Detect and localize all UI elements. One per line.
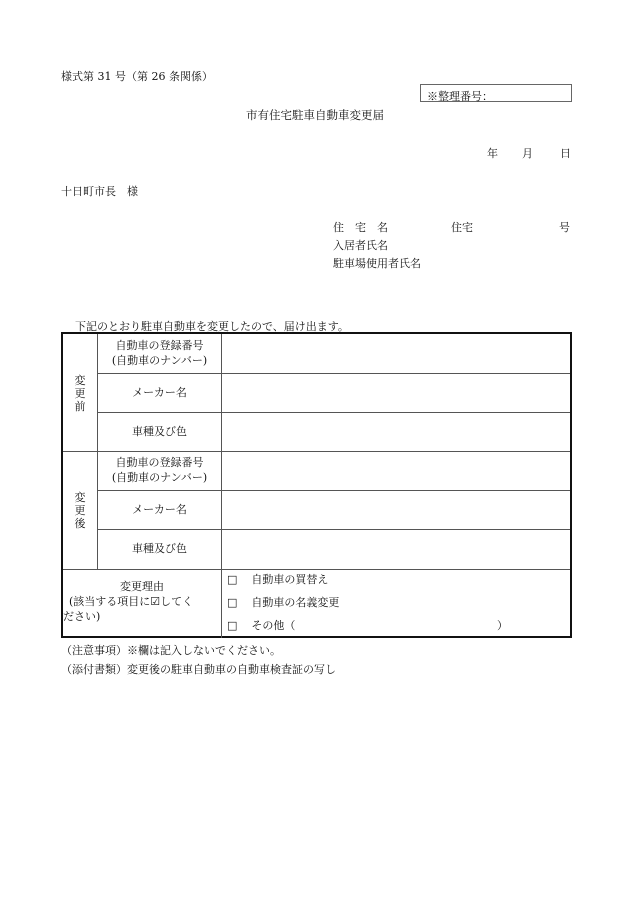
after-change-label: 変 更 後 <box>74 491 86 530</box>
reason-option-label: その他（ <box>251 619 296 632</box>
before-registration-number-field[interactable] <box>222 334 570 373</box>
reason-option-other[interactable] <box>227 617 295 633</box>
attachments-note: （添付書類）変更後の駐車自動車の自動車検査証の写し <box>61 663 336 676</box>
before-change-label: 変 更 前 <box>74 374 86 413</box>
after-registration-number-label: 自動車の登録番号 (自動車のナンバー) <box>111 456 208 484</box>
after-registration-number-field[interactable] <box>222 452 570 490</box>
before-type-color-label: 車種及び色 <box>132 425 187 438</box>
reason-option-label: 自動車の名義変更 <box>251 596 340 609</box>
after-type-color-field[interactable] <box>222 530 570 569</box>
intro-text: 下記のとおり駐車自動車を変更したので、届け出ます。 <box>75 320 349 333</box>
addressee: 十日町市長 様 <box>61 185 138 198</box>
reason-option-label: 自動車の買替え <box>251 573 329 586</box>
after-type-color-label: 車種及び色 <box>132 542 187 555</box>
before-type-color-field[interactable] <box>222 413 570 451</box>
reason-other-close-paren: ） <box>497 619 508 632</box>
reason-option-ownership-change[interactable] <box>227 594 339 610</box>
checkbox-icon[interactable]: □ <box>227 619 238 632</box>
date-day-label: 日 <box>560 147 571 160</box>
after-maker-field[interactable] <box>222 491 570 529</box>
before-maker-label: メーカー名 <box>132 386 187 399</box>
date-year-label: 年 <box>487 147 498 160</box>
reason-other-field[interactable] <box>299 615 493 631</box>
document-title: 市有住宅駐車自動車変更届 <box>246 108 384 122</box>
reference-number-box[interactable] <box>420 84 572 102</box>
date-month-label: 月 <box>522 147 533 160</box>
caution-note: （注意事項）※欄は記入しないでください。 <box>61 644 281 657</box>
housing-name-label: 住 宅 名 <box>333 221 388 234</box>
resident-name-label: 入居者氏名 <box>333 239 388 252</box>
checkbox-icon[interactable]: □ <box>227 573 238 586</box>
housing-suffix: 住宅 <box>451 221 473 234</box>
before-registration-number-label: 自動車の登録番号 (自動車のナンバー) <box>111 339 208 367</box>
parking-user-name-label: 駐車場使用者氏名 <box>333 257 421 270</box>
room-number-suffix: 号 <box>559 221 570 234</box>
checkbox-icon[interactable]: □ <box>227 596 238 609</box>
form-number: 様式第 31 号（第 26 条関係） <box>61 70 213 83</box>
after-maker-label: メーカー名 <box>132 503 187 516</box>
vehicle-change-table <box>61 332 572 638</box>
reason-option-replacement[interactable] <box>227 571 328 587</box>
reference-number-label: ※整理番号： <box>427 90 493 103</box>
before-maker-field[interactable] <box>222 374 570 412</box>
change-reason-label: 変更理由 (該当する項目に☑してく ださい) <box>63 580 194 623</box>
